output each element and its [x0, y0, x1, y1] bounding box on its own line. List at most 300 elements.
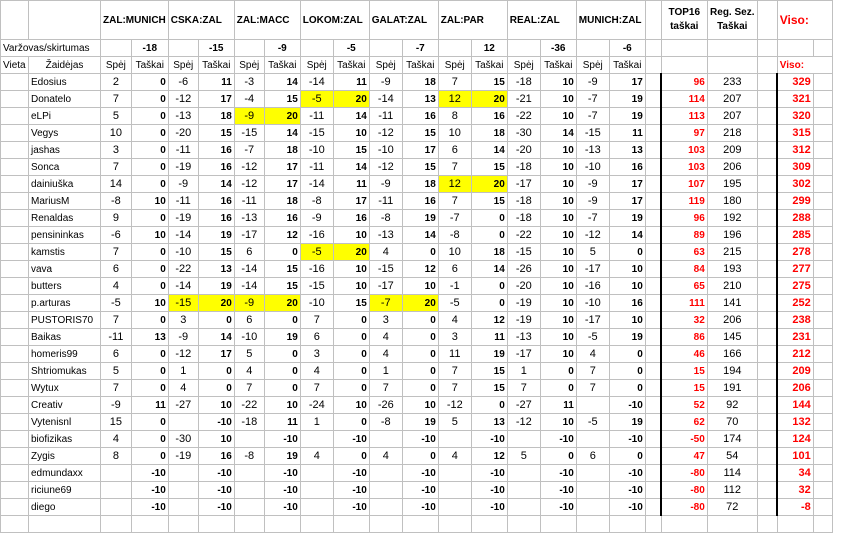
empty-cell[interactable] [438, 516, 471, 533]
empty-cell[interactable] [813, 244, 832, 261]
guess-cell[interactable] [369, 431, 402, 448]
vieta-header[interactable]: Vieta [1, 57, 29, 74]
regsez-cell[interactable]: 180 [707, 193, 757, 210]
rank-cell[interactable] [1, 414, 29, 431]
guess-cell[interactable] [168, 414, 198, 431]
guess-cell[interactable]: -14 [168, 227, 198, 244]
points-cell[interactable]: 17 [264, 176, 300, 193]
points-cell[interactable]: 0 [131, 125, 168, 142]
game-header[interactable]: ZAL:PAR [438, 1, 507, 40]
guess-cell[interactable]: 4 [576, 346, 609, 363]
points-cell[interactable]: 0 [131, 312, 168, 329]
empty-cell[interactable] [813, 142, 832, 159]
empty-cell[interactable] [757, 312, 777, 329]
points-cell[interactable]: 10 [540, 176, 576, 193]
guess-cell[interactable] [300, 499, 333, 516]
empty-cell[interactable] [813, 346, 832, 363]
total-cell[interactable]: 32 [777, 482, 813, 499]
player-name[interactable]: kamstis [29, 244, 101, 261]
empty-cell[interactable] [29, 516, 101, 533]
guess-cell[interactable]: 4 [300, 363, 333, 380]
total-cell[interactable]: 124 [777, 431, 813, 448]
player-name[interactable]: p.arturas [29, 295, 101, 312]
guess-cell[interactable]: -8 [438, 227, 471, 244]
top16-cell[interactable]: 96 [661, 210, 707, 227]
guess-cell[interactable]: -27 [168, 397, 198, 414]
rank-cell[interactable] [1, 448, 29, 465]
points-cell[interactable]: 14 [609, 227, 645, 244]
empty-cell[interactable] [757, 482, 777, 499]
points-cell[interactable]: 17 [264, 159, 300, 176]
guess-cell[interactable]: -16 [300, 227, 333, 244]
points-cell[interactable]: 0 [402, 244, 438, 261]
points-cell[interactable]: -10 [264, 465, 300, 482]
guess-cell[interactable]: -22 [168, 261, 198, 278]
player-header[interactable]: Žaidėjas [29, 57, 101, 74]
points-cell[interactable]: 17 [198, 346, 234, 363]
guess-cell[interactable]: -9 [168, 176, 198, 193]
guess-cell[interactable]: 5 [438, 414, 471, 431]
rank-cell[interactable] [1, 91, 29, 108]
empty-cell[interactable] [645, 397, 661, 414]
empty-cell[interactable] [645, 57, 661, 74]
guess-cell[interactable]: -15 [369, 261, 402, 278]
guess-cell[interactable]: 7 [438, 159, 471, 176]
points-cell[interactable]: 0 [333, 312, 369, 329]
guess-cell[interactable]: 4 [438, 448, 471, 465]
points-cell[interactable]: 0 [609, 346, 645, 363]
empty-cell[interactable] [645, 414, 661, 431]
points-cell[interactable]: 0 [131, 414, 168, 431]
points-cell[interactable]: 11 [471, 329, 507, 346]
guess-cell[interactable]: -10 [576, 295, 609, 312]
guess-cell[interactable]: 8 [101, 448, 132, 465]
regsez-cell[interactable]: 206 [707, 159, 757, 176]
top16-cell[interactable]: 97 [661, 125, 707, 142]
guess-cell[interactable]: 6 [438, 142, 471, 159]
guess-cell[interactable]: -10 [168, 244, 198, 261]
points-cell[interactable]: 10 [540, 346, 576, 363]
empty-cell[interactable] [333, 516, 369, 533]
guess-cell[interactable]: -5 [101, 295, 132, 312]
points-cell[interactable]: 18 [264, 142, 300, 159]
points-cell[interactable]: 0 [333, 380, 369, 397]
empty-cell[interactable] [576, 40, 609, 57]
guess-header[interactable]: Spėj [369, 57, 402, 74]
empty-cell[interactable] [576, 516, 609, 533]
rank-cell[interactable] [1, 159, 29, 176]
total-cell[interactable]: 212 [777, 346, 813, 363]
regsez-cell[interactable]: 209 [707, 142, 757, 159]
rank-cell[interactable] [1, 210, 29, 227]
guess-cell[interactable] [101, 499, 132, 516]
empty-cell[interactable] [645, 380, 661, 397]
regsez-cell[interactable]: 218 [707, 125, 757, 142]
points-cell[interactable]: 0 [471, 397, 507, 414]
empty-cell[interactable] [661, 40, 707, 57]
points-cell[interactable]: 15 [264, 278, 300, 295]
viso-subheader[interactable]: Viso: [777, 57, 832, 74]
empty-cell[interactable] [645, 516, 661, 533]
points-header[interactable]: Taškai [264, 57, 300, 74]
player-name[interactable]: Donatelo [29, 91, 101, 108]
guess-cell[interactable]: -14 [300, 74, 333, 91]
guess-cell[interactable]: 4 [369, 448, 402, 465]
rank-cell[interactable] [1, 363, 29, 380]
points-cell[interactable]: -10 [609, 397, 645, 414]
guess-cell[interactable]: -15 [168, 295, 198, 312]
points-cell[interactable]: 0 [264, 363, 300, 380]
empty-cell[interactable] [813, 108, 832, 125]
points-cell[interactable]: 10 [540, 312, 576, 329]
points-cell[interactable]: -10 [540, 465, 576, 482]
guess-cell[interactable]: 7 [507, 380, 540, 397]
player-name[interactable]: biofizikas [29, 431, 101, 448]
total-cell[interactable]: 238 [777, 312, 813, 329]
empty-cell[interactable] [507, 516, 540, 533]
points-cell[interactable]: 14 [333, 108, 369, 125]
points-cell[interactable]: 10 [540, 329, 576, 346]
points-cell[interactable]: 19 [402, 414, 438, 431]
regsez-cell[interactable]: 72 [707, 499, 757, 516]
empty-cell[interactable] [757, 516, 777, 533]
points-cell[interactable]: 17 [609, 193, 645, 210]
points-cell[interactable]: 20 [402, 295, 438, 312]
game-result[interactable]: -9 [264, 40, 300, 57]
points-cell[interactable]: -10 [264, 499, 300, 516]
guess-cell[interactable]: -11 [300, 108, 333, 125]
guess-cell[interactable]: 5 [101, 108, 132, 125]
guess-cell[interactable] [234, 465, 264, 482]
points-cell[interactable]: 14 [198, 329, 234, 346]
points-cell[interactable]: -10 [264, 431, 300, 448]
empty-cell[interactable] [661, 516, 707, 533]
player-name[interactable]: MariusM [29, 193, 101, 210]
guess-cell[interactable]: 6 [101, 261, 132, 278]
total-cell[interactable]: -8 [777, 499, 813, 516]
total-cell[interactable]: 285 [777, 227, 813, 244]
points-cell[interactable]: 10 [609, 312, 645, 329]
rank-cell[interactable] [1, 125, 29, 142]
guess-cell[interactable] [234, 482, 264, 499]
guess-cell[interactable] [507, 499, 540, 516]
empty-cell[interactable] [300, 40, 333, 57]
guess-cell[interactable]: -14 [300, 176, 333, 193]
total-cell[interactable]: 309 [777, 159, 813, 176]
empty-cell[interactable] [645, 295, 661, 312]
points-cell[interactable]: -10 [402, 482, 438, 499]
guess-header[interactable]: Spėj [438, 57, 471, 74]
points-cell[interactable]: 10 [540, 261, 576, 278]
guess-cell[interactable]: 5 [507, 448, 540, 465]
total-cell[interactable]: 34 [777, 465, 813, 482]
empty-cell[interactable] [234, 516, 264, 533]
points-cell[interactable]: 16 [402, 108, 438, 125]
guess-cell[interactable]: 7 [576, 363, 609, 380]
points-cell[interactable]: 11 [198, 74, 234, 91]
empty-cell[interactable] [707, 516, 757, 533]
guess-cell[interactable]: 4 [300, 448, 333, 465]
rank-cell[interactable] [1, 482, 29, 499]
guess-cell[interactable]: -10 [234, 329, 264, 346]
points-cell[interactable]: 16 [333, 210, 369, 227]
guess-cell[interactable]: 6 [234, 244, 264, 261]
points-cell[interactable]: 14 [540, 125, 576, 142]
player-name[interactable]: jashas [29, 142, 101, 159]
guess-cell[interactable]: 7 [101, 159, 132, 176]
guess-cell[interactable] [168, 482, 198, 499]
points-header[interactable]: Taškai [471, 57, 507, 74]
guess-cell[interactable]: 3 [438, 329, 471, 346]
points-cell[interactable]: 0 [264, 380, 300, 397]
guess-cell[interactable]: 2 [101, 74, 132, 91]
points-cell[interactable]: 18 [402, 176, 438, 193]
empty-cell[interactable] [813, 380, 832, 397]
points-cell[interactable]: 19 [471, 346, 507, 363]
points-cell[interactable]: 11 [609, 125, 645, 142]
guess-cell[interactable] [507, 482, 540, 499]
guess-cell[interactable]: -6 [168, 74, 198, 91]
guess-cell[interactable]: -18 [507, 210, 540, 227]
guess-cell[interactable] [300, 431, 333, 448]
regsez-cell[interactable]: 207 [707, 108, 757, 125]
empty-cell[interactable] [369, 40, 402, 57]
top16-cell[interactable]: 86 [661, 329, 707, 346]
points-cell[interactable]: 14 [264, 125, 300, 142]
guess-cell[interactable]: -8 [369, 414, 402, 431]
guess-cell[interactable]: -15 [507, 244, 540, 261]
points-cell[interactable]: 0 [264, 244, 300, 261]
points-cell[interactable]: -10 [333, 431, 369, 448]
empty-cell[interactable] [645, 125, 661, 142]
empty-cell[interactable] [813, 91, 832, 108]
points-cell[interactable]: 16 [471, 108, 507, 125]
points-cell[interactable]: 0 [540, 448, 576, 465]
top16-cell[interactable]: 63 [661, 244, 707, 261]
points-cell[interactable]: 10 [333, 227, 369, 244]
top16-cell[interactable]: -50 [661, 431, 707, 448]
points-cell[interactable]: 0 [609, 380, 645, 397]
game-header[interactable]: GALAT:ZAL [369, 1, 438, 40]
guess-cell[interactable]: -7 [369, 295, 402, 312]
points-cell[interactable]: -10 [198, 465, 234, 482]
guess-cell[interactable]: -11 [300, 159, 333, 176]
points-cell[interactable]: 11 [540, 397, 576, 414]
points-cell[interactable]: -10 [609, 482, 645, 499]
guess-cell[interactable]: -15 [576, 125, 609, 142]
points-cell[interactable]: 12 [471, 312, 507, 329]
total-cell[interactable]: 101 [777, 448, 813, 465]
guess-cell[interactable]: 6 [234, 312, 264, 329]
points-cell[interactable]: 10 [540, 278, 576, 295]
points-cell[interactable]: 10 [333, 261, 369, 278]
empty-cell[interactable] [757, 74, 777, 91]
guess-cell[interactable]: -8 [300, 193, 333, 210]
guess-header[interactable]: Spėj [507, 57, 540, 74]
points-header[interactable]: Taškai [333, 57, 369, 74]
total-cell[interactable]: 320 [777, 108, 813, 125]
guess-cell[interactable]: 11 [438, 346, 471, 363]
empty-cell[interactable] [757, 57, 777, 74]
top16-cell[interactable]: -80 [661, 499, 707, 516]
points-cell[interactable]: 10 [402, 397, 438, 414]
result-label[interactable]: Varžovas/skirtumas [1, 40, 101, 57]
top16-cell[interactable]: 114 [661, 91, 707, 108]
empty-cell[interactable] [757, 363, 777, 380]
player-name[interactable]: dainiuška [29, 176, 101, 193]
points-cell[interactable]: 19 [609, 329, 645, 346]
empty-cell[interactable] [813, 397, 832, 414]
guess-cell[interactable]: -16 [576, 278, 609, 295]
guess-cell[interactable]: -9 [300, 210, 333, 227]
points-cell[interactable]: 10 [131, 227, 168, 244]
guess-cell[interactable]: -8 [234, 448, 264, 465]
guess-cell[interactable]: -8 [369, 210, 402, 227]
player-name[interactable]: Sonca [29, 159, 101, 176]
points-cell[interactable]: 0 [264, 312, 300, 329]
empty-cell[interactable] [645, 74, 661, 91]
guess-cell[interactable] [300, 465, 333, 482]
guess-cell[interactable] [101, 482, 132, 499]
top16-cell[interactable]: 84 [661, 261, 707, 278]
empty-cell[interactable] [813, 278, 832, 295]
rank-cell[interactable] [1, 397, 29, 414]
guess-cell[interactable]: 7 [101, 244, 132, 261]
empty-cell[interactable] [645, 210, 661, 227]
points-cell[interactable]: 0 [333, 414, 369, 431]
top16-header[interactable]: TOP16 taškai [661, 1, 707, 40]
guess-cell[interactable] [234, 499, 264, 516]
points-cell[interactable]: 20 [264, 108, 300, 125]
guess-cell[interactable]: 3 [168, 312, 198, 329]
empty-cell[interactable] [707, 40, 757, 57]
rank-cell[interactable] [1, 312, 29, 329]
total-cell[interactable]: 329 [777, 74, 813, 91]
guess-cell[interactable]: -1 [438, 278, 471, 295]
points-cell[interactable]: 0 [333, 448, 369, 465]
guess-cell[interactable]: 6 [300, 329, 333, 346]
regsez-cell[interactable]: 92 [707, 397, 757, 414]
guess-cell[interactable]: -9 [369, 176, 402, 193]
points-cell[interactable]: 16 [198, 142, 234, 159]
points-cell[interactable]: 16 [198, 448, 234, 465]
empty-cell[interactable] [757, 499, 777, 516]
empty-cell[interactable] [813, 482, 832, 499]
guess-cell[interactable]: 5 [576, 244, 609, 261]
points-cell[interactable]: 0 [402, 312, 438, 329]
total-cell[interactable]: 288 [777, 210, 813, 227]
player-name[interactable]: Vytenisnl [29, 414, 101, 431]
guess-cell[interactable]: -9 [234, 295, 264, 312]
rank-cell[interactable] [1, 227, 29, 244]
empty-cell[interactable] [813, 261, 832, 278]
guess-cell[interactable]: 4 [369, 244, 402, 261]
empty-cell[interactable] [645, 159, 661, 176]
points-cell[interactable]: 19 [264, 448, 300, 465]
empty-cell[interactable] [757, 91, 777, 108]
points-cell[interactable]: 15 [402, 125, 438, 142]
guess-cell[interactable]: 7 [369, 380, 402, 397]
top16-cell[interactable]: 107 [661, 176, 707, 193]
guess-cell[interactable]: 6 [101, 346, 132, 363]
empty-cell[interactable] [645, 482, 661, 499]
guess-cell[interactable]: -9 [369, 74, 402, 91]
top16-cell[interactable]: 62 [661, 414, 707, 431]
guess-cell[interactable]: 6 [576, 448, 609, 465]
points-cell[interactable]: 18 [264, 193, 300, 210]
empty-cell[interactable] [645, 176, 661, 193]
top16-cell[interactable]: 47 [661, 448, 707, 465]
rank-cell[interactable] [1, 465, 29, 482]
empty-cell[interactable] [645, 40, 661, 57]
empty-cell[interactable] [757, 176, 777, 193]
points-cell[interactable]: 10 [333, 397, 369, 414]
guess-cell[interactable]: -17 [507, 346, 540, 363]
guess-cell[interactable]: 3 [300, 346, 333, 363]
guess-cell[interactable] [438, 431, 471, 448]
points-cell[interactable]: 10 [609, 278, 645, 295]
points-cell[interactable]: -10 [131, 465, 168, 482]
points-cell[interactable]: 14 [264, 74, 300, 91]
guess-cell[interactable]: -30 [168, 431, 198, 448]
points-cell[interactable]: 0 [264, 346, 300, 363]
empty-cell[interactable] [645, 465, 661, 482]
points-cell[interactable]: 10 [198, 431, 234, 448]
points-cell[interactable]: -10 [264, 482, 300, 499]
guess-cell[interactable] [300, 482, 333, 499]
rank-cell[interactable] [1, 108, 29, 125]
points-cell[interactable]: 0 [609, 244, 645, 261]
empty-cell[interactable] [757, 244, 777, 261]
points-cell[interactable]: 0 [131, 278, 168, 295]
empty-cell[interactable] [813, 431, 832, 448]
guess-cell[interactable]: 7 [101, 91, 132, 108]
guess-cell[interactable]: -5 [576, 414, 609, 431]
empty-cell[interactable] [131, 516, 168, 533]
top16-cell[interactable]: 15 [661, 363, 707, 380]
regsez-cell[interactable]: 196 [707, 227, 757, 244]
top16-cell[interactable]: 65 [661, 278, 707, 295]
points-header[interactable]: Taškai [540, 57, 576, 74]
guess-cell[interactable]: 5 [101, 363, 132, 380]
total-cell[interactable]: 299 [777, 193, 813, 210]
rank-cell[interactable] [1, 244, 29, 261]
points-cell[interactable]: -10 [198, 414, 234, 431]
points-cell[interactable]: 0 [540, 380, 576, 397]
points-cell[interactable]: 0 [131, 142, 168, 159]
points-cell[interactable]: -10 [198, 499, 234, 516]
top16-cell[interactable]: 89 [661, 227, 707, 244]
guess-cell[interactable]: -3 [234, 74, 264, 91]
empty-cell[interactable] [438, 40, 471, 57]
points-cell[interactable]: -10 [471, 499, 507, 516]
guess-cell[interactable]: -19 [168, 159, 198, 176]
empty-cell[interactable] [757, 380, 777, 397]
points-cell[interactable]: 10 [264, 397, 300, 414]
points-cell[interactable]: 20 [471, 91, 507, 108]
points-cell[interactable]: 17 [333, 193, 369, 210]
guess-cell[interactable]: -11 [168, 193, 198, 210]
points-cell[interactable]: 14 [471, 261, 507, 278]
guess-cell[interactable]: -30 [507, 125, 540, 142]
points-cell[interactable]: 15 [333, 295, 369, 312]
points-cell[interactable]: -10 [402, 431, 438, 448]
points-cell[interactable]: 20 [264, 295, 300, 312]
points-cell[interactable]: 10 [402, 278, 438, 295]
empty-cell[interactable] [813, 363, 832, 380]
points-cell[interactable]: 0 [471, 295, 507, 312]
guess-cell[interactable]: 7 [101, 312, 132, 329]
